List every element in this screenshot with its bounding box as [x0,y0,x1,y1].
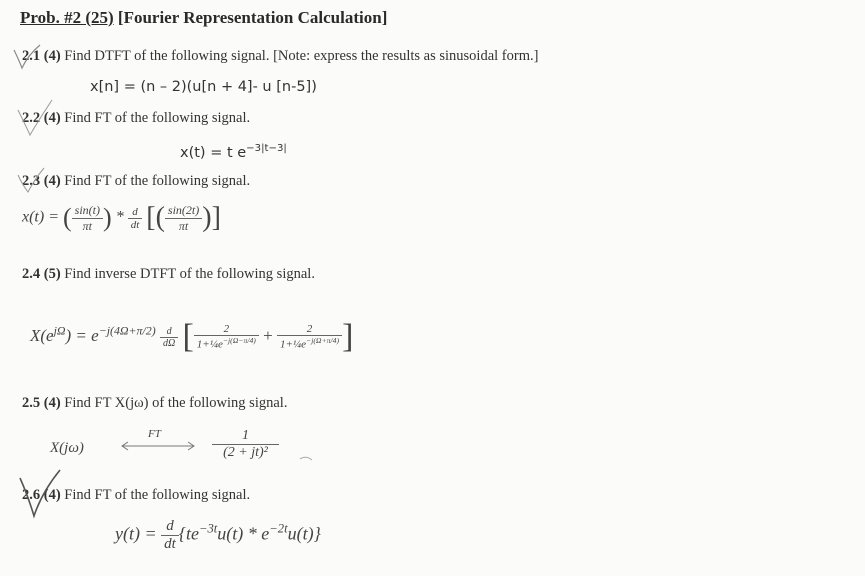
problem-2-6-eq-body3: u(t)} [287,523,321,544]
problem-2-4-points: (5) [43,266,61,282]
problem-2-1-text: Find DTFT of the following signal. [Note: express the results as sinusoidal form.] [64,48,539,64]
problem-2-1-equation: x[n] = (n – 2)(u[n + 4]- u [n-5]) [90,79,317,95]
problem-2-6-exp1: −3t [199,521,218,536]
problem-2-3-eq-lhs: x(t) = [22,208,59,226]
problem-2-3-points: (4) [43,173,61,189]
problem-2-6-points: (4) [43,487,61,503]
problem-2-2-text: Find FT of the following signal. [64,110,251,126]
problem-2-4-eq-lhs-sup: jΩ [53,323,66,338]
problem-2-6-number: 2.6 [22,487,41,503]
problem-2-5-number: 2.5 [22,395,41,411]
problem-2-6-deriv: $\frac{d}{dt}$ [161,518,179,553]
problem-2-5-points: (4) [43,395,61,411]
problem-2-3-equation: x(t) = ( $\frac{\sin(t)}{\pi t}$ ) * $\frac{d}{dt}$ [( $\frac{\sin(2t)}{\pi t}$ )] [22,202,221,233]
problem-2-3-frac1: $\frac{\sin(t)}{\pi t}$ [72,203,103,234]
problem-2-6-exp2: −2t [269,521,288,536]
problem-2-4-equation: $X(e^{j\Omega}) = e^{-j(4\Omega+\pi/2)}$ $\frac{d}{d\Omega}$ [ $\frac{2}{1+\frac{1}{4}e^{-j(\Omega-\pi/4)}}$ + $\frac{2}{1+\frac{1}{4}e^{-j(\Omega+\pi/4)}}$ ] [30,318,354,355]
problem-2-6-eq-body: {te [178,523,199,544]
problem-2-4-eq-lhs: X(e [30,325,54,345]
problem-2-1-number: 2.1 [22,48,41,64]
problem-2-4-deriv: $\frac{d}{d\Omega}$ [160,326,178,349]
problem-2-1-points: (4) [43,48,61,64]
problem-topic: [Fourier Representation Calculation] [117,8,388,27]
problem-2-4-plus: + [263,325,273,345]
problem-2-5-text: Find FT X(jω) of the following signal. [64,395,288,411]
problem-2-3-deriv: $\frac{d}{dt}$ [128,206,143,231]
problem-2-5-eq-lhs: X(jω) [50,440,84,456]
problem-2-4-text: Find inverse DTFT of the following signal. [64,266,315,282]
problem-2-4-eq-mid-sup: −j(4Ω+π/2) [98,323,156,338]
problem-2-4-eq-mid: ) = e [65,325,99,345]
problem-2-4-term2: $\frac{2}{1+\frac{1}{4}e^{-j(\Omega+\pi/4)}}$ [277,323,342,351]
problem-2-6-text: Find FT of the following signal. [64,487,251,503]
problem-2-2-eq-lhs: x(t) = t e [180,144,247,161]
problem-2-4-number: 2.4 [22,266,41,282]
problem-2-2-eq-exponent: −3|t−3| [246,143,287,154]
problem-2-5-ft-label: FT [148,428,161,440]
problem-number: Prob. #2 (25) [20,8,114,27]
problem-2-3-number: 2.3 [22,173,41,189]
problem-2-3-frac2: $\frac{\sin(2t)}{\pi t}$ [165,203,202,234]
problem-2-2-number: 2.2 [22,110,41,126]
problem-2-3-text: Find FT of the following signal. [64,173,251,189]
problem-2-4-term1: $\frac{2}{1+\frac{1}{4}e^{-j(\Omega-\pi/4)}}$ [194,323,259,351]
problem-2-5-rhs: $\frac{1}{\text{(2 + jt)²}}$ [212,428,279,461]
problem-2-6-eq-lhs: y(t) = [115,523,157,544]
problem-2-2-points: (4) [43,110,61,126]
problem-2-6-eq-body2: u(t) * e [217,523,270,544]
problem-2-3-op: * [115,208,124,226]
